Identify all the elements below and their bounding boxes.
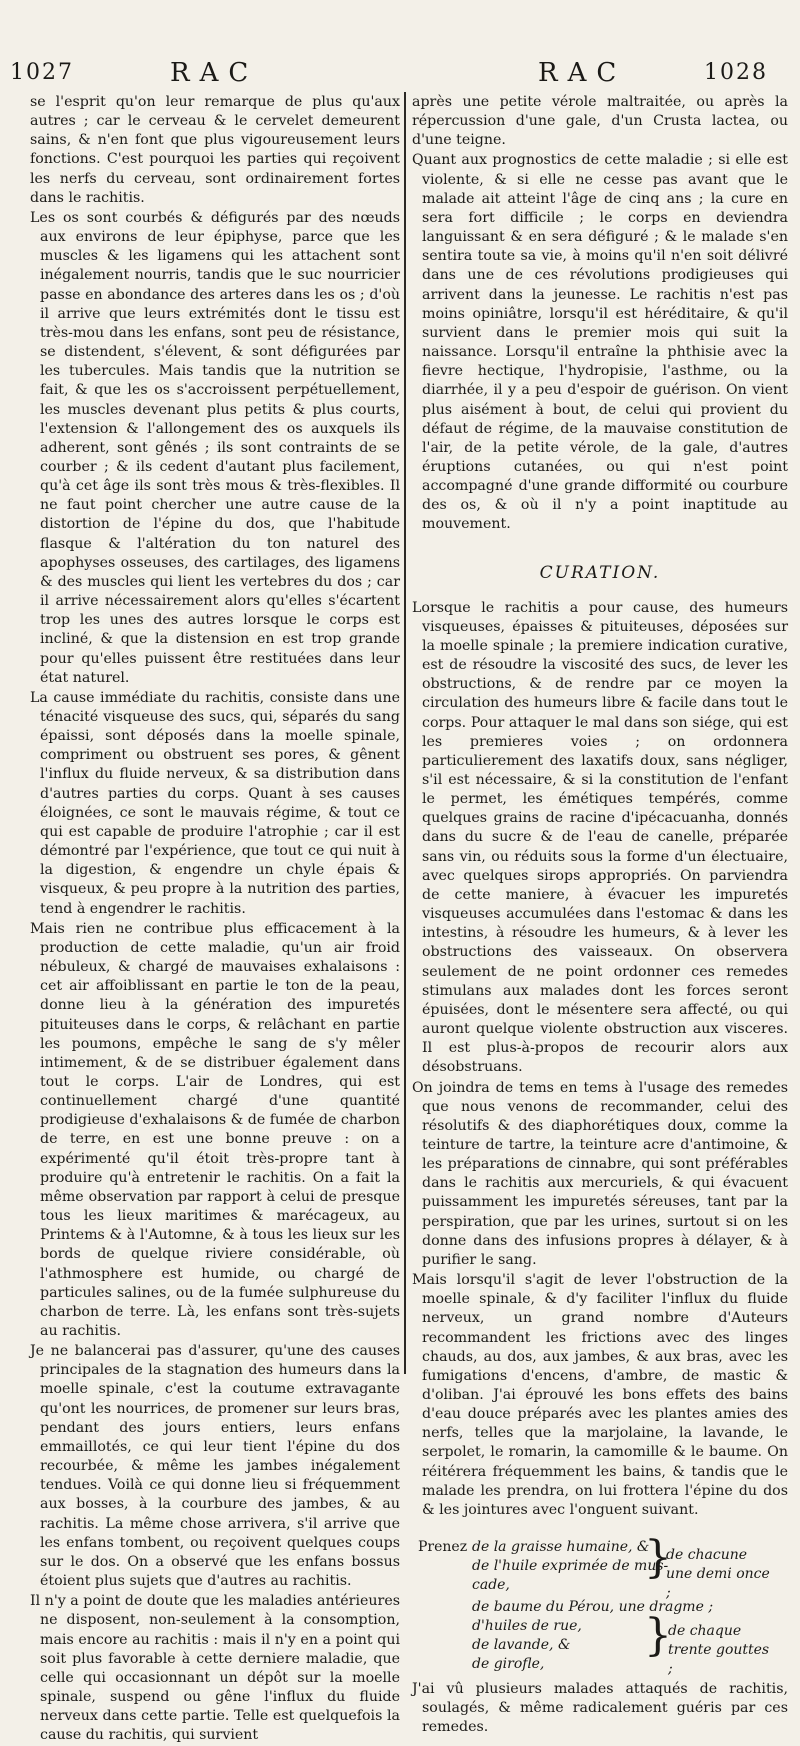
brace-glyph: } xyxy=(644,1610,672,1662)
column-divider xyxy=(404,92,406,1374)
paragraph: Mais lorsqu'il s'agit de lever l'obstruction de la moelle spinale, & d'y faciliter l'influx du fluide nerveux, un grand nombre d'Auteurs recommandent les frictions avec des linges chauds, au dos, aux jambes, & aux bras, avec les fumigations d'encens, d'ambre, de mastic & d'oliban. J'ai éprouvé les bons effets des bains d'eau douce préparés avec les plantes amies des nerfs, telles que la marjolaine, la lavande, le serpolet, le romarin, la camomille & le baume. On réitérera fréquemment les bains, & tandis que le malade les prendra, on lui frottera l'épine du dos & les jointures avec l'onguent suivant. xyxy=(412,1272,788,1518)
recipe-ingredient: de baume du Pérou, une dragme ; xyxy=(472,1599,714,1616)
paragraph: Quant aux prognostics de cette maladie ; si elle est violente, & si elle ne cesse pas avant que le malade ait atteint l'âge de cinq ans ; la cure en sera fort difficile ; le corps en deviendra languissant & en sera défiguré ; & le malade s'en sentira toute sa vie, à moins qu'il n'en soit délivré dans une de ces révolutions prodigieuses qui arrivent dans la jeunesse. Le rachitis n'est pas moins opiniâtre, lorsqu'il est héréditaire, & qu'il survient dans le premier mois qui suit la naissance. Lorsqu'il entraîne la phthisie avec la fievre hectique, l'hydropisie, l'asthme, ou la diarrhée, il y a peu d'espoir de guérison. On vient plus aisément à bout, de celui qui provient du défaut de régime, de la mauvaise constitution de l'air, de la petite vérole, de la gale, d'autres éruptions cutanées, ou qui n'est point accompagné d'une grande difformité ou courbure des os, & où il n'y a point inaptitude au mouvement. xyxy=(412,152,788,533)
page-header xyxy=(0,58,800,92)
paragraph: Je ne balancerai pas d'assurer, qu'une des causes principales de la stagnation des humeurs dans la moelle spinale, c'est la coutume extravagante qu'ont les nourrices, de promener sur leurs bras, pendant des jours entiers, leurs enfans emmaillotés, ce qui leur tient l'épine du dos recourbée, & même les jambes inégalement tendues. Voilà ce qui donne lieu si fréquemment aux bosses, à la courbure des jambes, & au rachitis. La même chose arrivera, s'il arrive que les enfans tombent, ou reçoivent quelques coups sur le dos. On a observé que les enfans bossus étoient plus sujets que d'autres au rachitis. xyxy=(30,1343,400,1590)
recipe-block xyxy=(412,1532,788,1678)
closing-paragraph: J'ai vû plusieurs malades attaqués de rachitis, soulagés, & même radicalement guéris par ces remedes. xyxy=(412,1681,788,1736)
recipe-ingredient: cade, xyxy=(472,1577,510,1594)
recipe-quantity: de chaque trente gouttes ; xyxy=(668,1623,770,1678)
paragraph: après une petite vérole maltraitée, ou après la répercussion d'une gale, d'un Crusta lactea, ou d'une teigne. xyxy=(412,94,788,149)
paragraph: Il n'y a point de doute que les maladies antérieures ne disposent, non-seulement à la consomption, mais encore au rachitis : mais il n'y en a point qui soit plus favorable à cette derniere maladie, que celle qui occasionnant un dépôt sur la moelle spinale, suspend ou gêne l'influx du fluide nerveux dans cette partie. Telle est quelquefois la cause du rachitis, qui survient xyxy=(30,1593,400,1744)
left-running-head: RAC xyxy=(170,58,259,88)
section-title: CURATION. xyxy=(539,562,661,583)
recipe-prefix: Prenez xyxy=(418,1539,468,1556)
paragraph: On joindra de tems en tems à l'usage des remedes que nous venons de recommander, celui des résolutifs & des diaphorétiques doux, comme la teinture de tartre, la teinture acre d'antimoine, & les préparations de cinnabre, qui sont préférables dans le rachitis aux mercuriels, & qui évacuent puissamment les impuretés séreuses, tant par la perspiration, que par les urines, surtout si on les donne dans des infusions propres à délayer, & à purifier le sang. xyxy=(412,1079,788,1268)
recipe-ingredient: de girofle, xyxy=(472,1656,545,1673)
recipe-ingredient: de l'huile exprimée de mus- xyxy=(472,1558,669,1575)
paragraph: Lorsque le rachitis a pour cause, des humeurs visqueuses, épaisses & pituiteuses, déposées sur la moelle spinale ; la premiere indication curative, est de résoudre la viscosité des sucs, de lever les obstructions, & de rendre par ce moyen la circulation des humeurs libre & facile dans tout le corps. Pour attaquer le mal dans son siége, qui est les premieres voies ; on ordonnera particulierement des laxatifs doux, sans négliger, s'il est nécessaire, & si la constitution de l'enfant le permet, les émétiques tempérés, comme quelques grains de racine d'ipécacuanha, donnés dans du sucre & de l'eau de canelle, préparée sans vin, ou réduits sous la forme d'un électuaire, avec quelques sirops appropriés. On parviendra de cette maniere, à évacuer les impuretés visqueuses accumulées dans l'estomac & dans les intestins, à résoudre les humeurs, & à lever les obstructions des vaisseaux. On observera seulement de ne point ordonner ces remedes stimulans aux malades dont les forces seront épuisées, dont le mésentere sera affecté, ou qui auront quelque violente obstruction aux visceres. Il est plus-à-propos de recourir alors aux désobstruans. xyxy=(412,599,788,1076)
paragraph: Mais rien ne contribue plus efficacement à la production de cette maladie, qu'un air froid nébuleux, & chargé de mauvaises exhalaisons : cet air affoiblissant en partie le ton de la peau, donne lieu à la génération des impuretés pituiteuses dans le corps, & relâchant en partie les poumons, empêche le sang de s'y mêler intimement, & de se distribuer également dans tout le corps. L'air de Londres, qui est continuellement chargé d'une quantité prodigieuse d'exhalaisons & de fumée de charbon de terre, en est une bonne preuve : on a expérimenté qu'il étoit très-propre tant à produire qu'à entretenir le rachitis. On a fait la même observation par rapport à celui de presque tous les lieux maritimes & marécageux, au Printems & à l'Automne, & à tous les lieux sur les bords de quelque riviere considérable, où l'athmosphere est humide, ou chargé de particules salines, ou de la fumée sulphureuse du charbon de terre. Là, les enfans sont très-sujets au rachitis. xyxy=(30,920,400,1339)
right-page-number: 1028 xyxy=(704,60,768,85)
recipe-ingredient: de la graisse humaine, & xyxy=(472,1539,650,1556)
right-running-head: RAC xyxy=(538,58,627,88)
left-page-number: 1027 xyxy=(10,60,74,85)
recipe-quantity: de chacune une demi once ; xyxy=(666,1547,770,1602)
recipe-ingredient: de lavande, & xyxy=(472,1637,571,1654)
paragraph: La cause immédiate du rachitis, consiste dans une ténacité visqueuse des sucs, qui, séparés du sang épaissi, sont déposés dans la moelle spinale, compriment ou obstruent ses pores, & gênent l'influx du fluide nerveux, & sa distribution dans d'autres parties du corps. Quant à ses causes éloignées, ce sont le mauvais régime, & tout ce qui est capable de produire l'atrophie ; car il est démontré par l'expérience, que tout ce qui nuit à la digestion, & engendre un chyle épais & visqueux, & peu propre à la nutrition des parties, tend à engendrer le rachitis. xyxy=(30,689,400,917)
left-column xyxy=(30,93,400,1746)
recipe-ingredient: d'huiles de rue, xyxy=(472,1618,582,1635)
paragraph: Les os sont courbés & défigurés par des nœuds aux environs de leur épiphyse, parce que les muscles & les ligamens qui les attachent sont inégalement nourris, tandis que le suc nourricier passe en abondance des arteres dans les os ; d'où il arrive que leurs extrémités dont le tissu est très-mou dans les enfans, sont peu de résistance, se distendent, s'élevent, & sont défigurées par les tubercules. Mais tandis que la nutrition se fait, & que les os s'accroissent perpétuellement, les muscles devenant plus petits & plus courts, l'extension & l'allongement des os auxquels ils adherent, sont gênés ; ils sont contraints de se courber ; & ils cedent d'autant plus facilement, qu'à cet âge ils sont très mous & très-flexibles. Il ne faut point chercher une autre cause de la distortion de l'épine du dos, que l'habitude flasque & l'altération du ton naturel des apophyses osseuses, des cartilages, des ligamens & des muscles qui lient les vertebres du dos ; car il arrive nécessairement alors qu'elles s'écartent trop les unes des autres lorsque le corps est incliné, & que la distension en est trop grande pour qu'elles puissent être restituées dans leur état naturel. xyxy=(30,209,400,686)
brace-glyph: } xyxy=(644,1532,672,1584)
right-column xyxy=(412,93,788,1739)
paragraph: se l'esprit qu'on leur remarque de plus qu'aux autres ; car le cerveau & le cervelet demeurent sains, & n'en font que plus vigoureusement leurs fonctions. C'est pourquoi les parties qui reçoivent les nerfs du cerveau, sont ordinairement fortes dans le rachitis. xyxy=(30,94,400,206)
